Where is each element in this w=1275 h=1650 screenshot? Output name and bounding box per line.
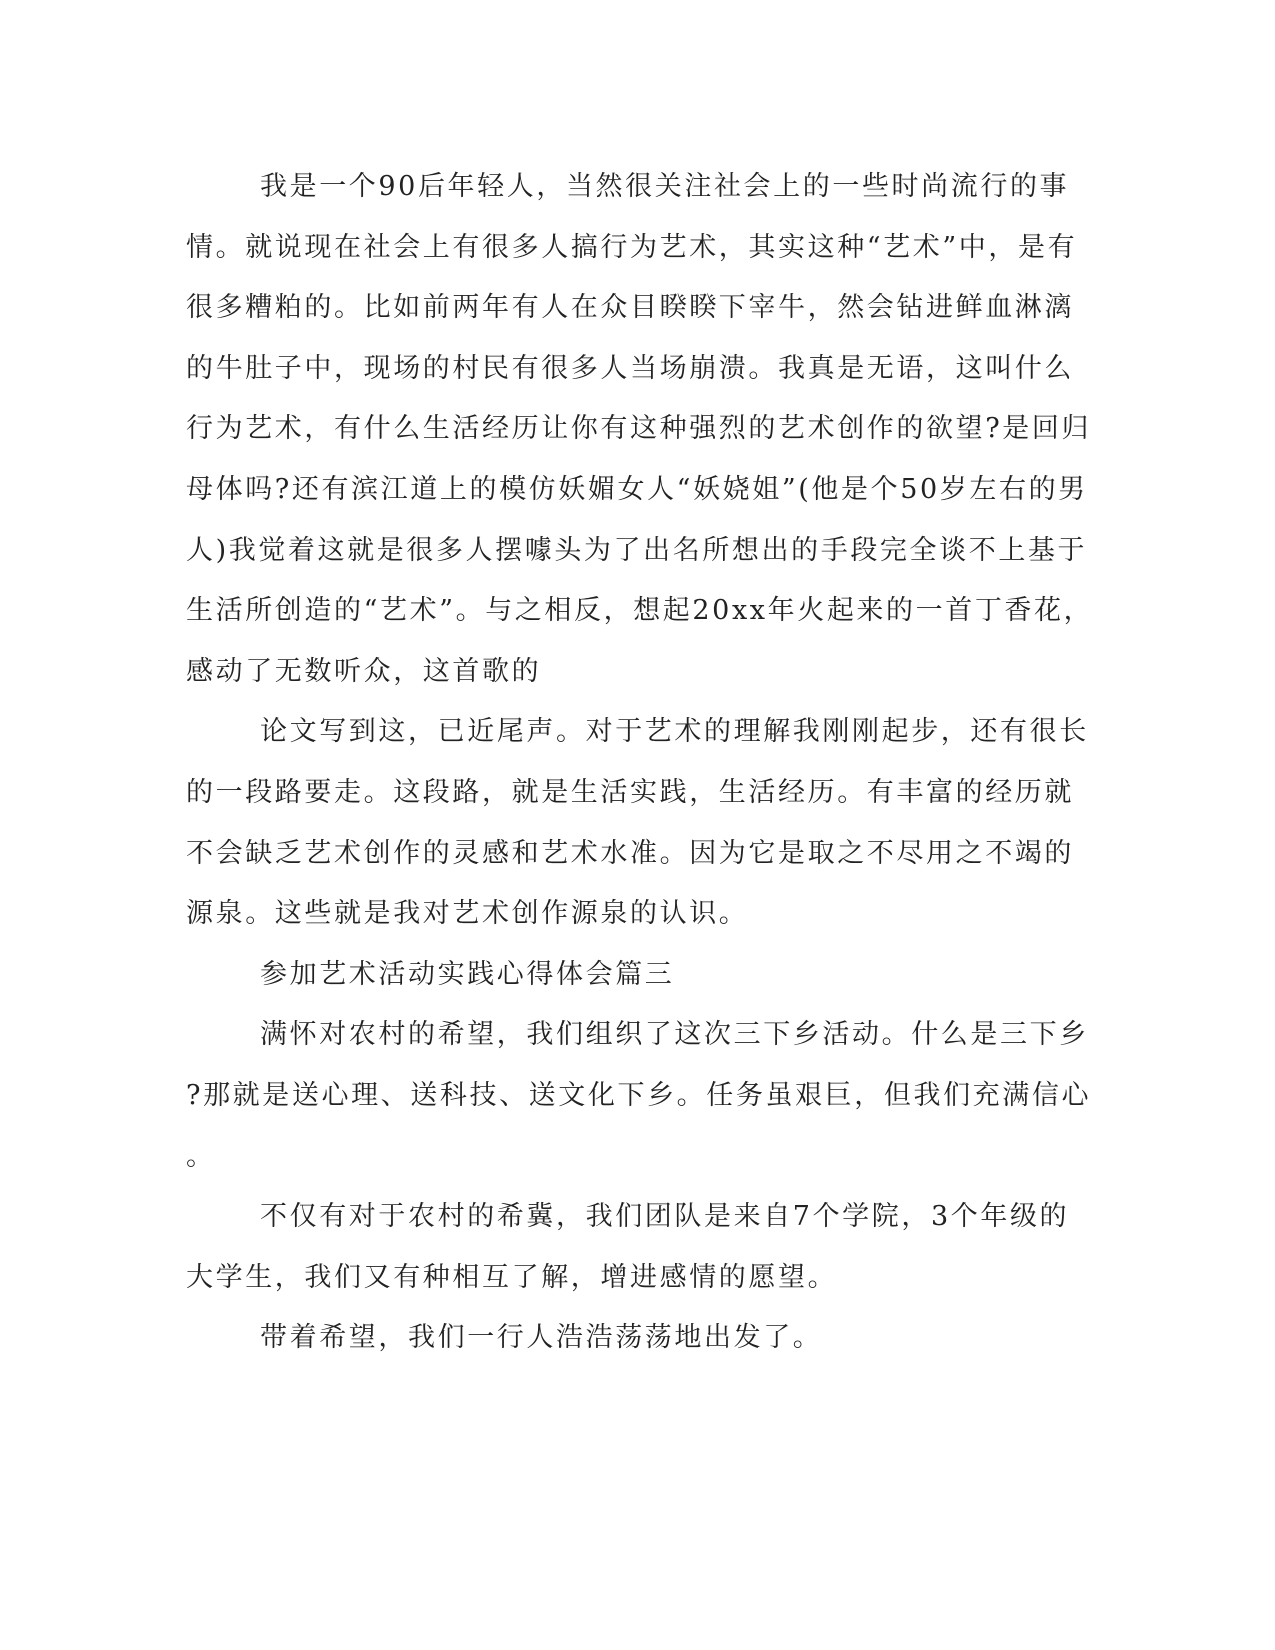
document-body [186, 157, 1094, 1369]
paragraph-line: 感动了无数听众，这首歌的 [186, 655, 542, 687]
paragraph-line: 满怀对农村的希望，我们组织了这次三下乡活动。什么是三下乡 [260, 1019, 1089, 1051]
paragraph-line: 母体吗?还有滨江道上的模仿妖媚女人“妖娆姐”(他是个50岁左右的男 [186, 473, 1088, 505]
paragraph-line: 的牛肚子中，现场的村民有很多人当场崩溃。我真是无语，这叫什么 [186, 352, 1074, 384]
paragraph-line: 我是一个90后年轻人，当然很关注社会上的一些时尚流行的事 [260, 171, 1070, 202]
paragraph-line: 很多糟粕的。比如前两年有人在众目睽睽下宰牛，然会钻进鲜血淋漓 [186, 292, 1074, 324]
paragraph-line: 的一段路要走。这段路，就是生活实践，生活经历。有丰富的经历就 [186, 776, 1074, 808]
paragraph-line: 人)我觉着这就是很多人摆噱头为了出名所想出的手段完全谈不上基于 [186, 534, 1088, 566]
paragraph-line: 不仅有对于农村的希冀，我们团队是来自7个学院，3个年级的 [260, 1201, 1070, 1233]
section-heading: 参加艺术活动实践心得体会篇三 [260, 958, 675, 990]
paragraph-line: 带着希望，我们一行人浩浩荡荡地出发了。 [260, 1322, 823, 1354]
paragraph-line: 生活所创造的“艺术”。与之相反，想起20xx年火起来的一首丁香花， [186, 595, 1094, 627]
paragraph-line: 行为艺术，有什么生活经历让你有这种强烈的艺术创作的欲望?是回归 [186, 413, 1092, 445]
paragraph-line: 情。就说现在社会上有很多人搞行为艺术，其实这种“艺术”中，是有 [186, 231, 1078, 263]
paragraph-line: 不会缺乏艺术创作的灵感和艺术水准。因为它是取之不尽用之不竭的 [186, 837, 1074, 869]
paragraph-line: 论文写到这，已近尾声。对于艺术的理解我刚刚起步，还有很长 [260, 716, 1089, 748]
paragraph-line: 。 [186, 1140, 216, 1172]
paragraph-line: 源泉。这些就是我对艺术创作源泉的认识。 [186, 898, 749, 930]
paragraph-line: ?那就是送心理、送科技、送文化下乡。任务虽艰巨，但我们充满信心 [186, 1079, 1092, 1111]
paragraph-line: 大学生，我们又有种相互了解，增进感情的愿望。 [186, 1261, 838, 1293]
